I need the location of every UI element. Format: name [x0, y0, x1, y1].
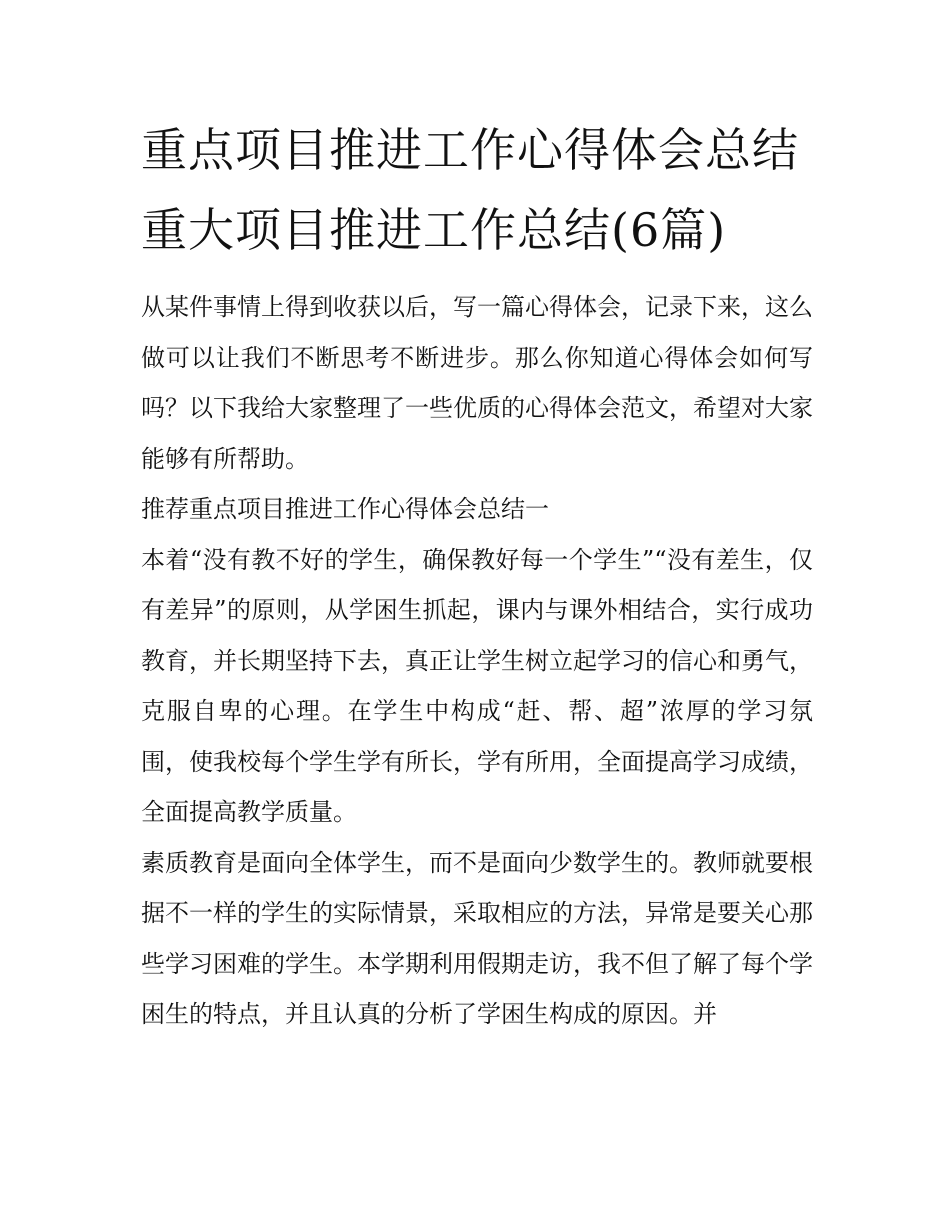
intro-paragraph: 从某件事情上得到收获以后，写一篇心得体会，记录下来，这么做可以让我们不断思考不断进步。那么你知道心得体会如何写吗？以下我给大家整理了一些优质的心得体会范文，希望对大家能够有所帮助。	[141, 293, 813, 473]
section-heading: 推荐重点项目推进工作心得体会总结一	[141, 495, 549, 523]
body-paragraph: 本着“没有教不好的学生，确保教好每一个学生”“没有差生，仅有差异”的原则，从学困生抓起，课内与课外相结合，实行成功教育，并长期坚持下去，真正让学生树立起学习的信心和勇气，克服自卑的心理。在学生中构成“赶、帮、超”浓厚的学习氛围，使我校每个学生学有所长，学有所用，全面提高学习成绩，全面提高教学质量。	[141, 545, 813, 826]
document-title: 重点项目推进工作心得体会总结 重大项目推进工作总结(6篇)	[141, 123, 799, 257]
body-paragraph: 素质教育是面向全体学生，而不是面向少数学生的。教师就要根据不一样的学生的实际情景，采取相应的方法，异常是要关心那些学习困难的学生。本学期利用假期走访，我不但了解了每个学困生的特点，并且认真的分析了学困生构成的原因。并	[141, 848, 813, 1028]
document-body	[141, 110, 813, 1040]
